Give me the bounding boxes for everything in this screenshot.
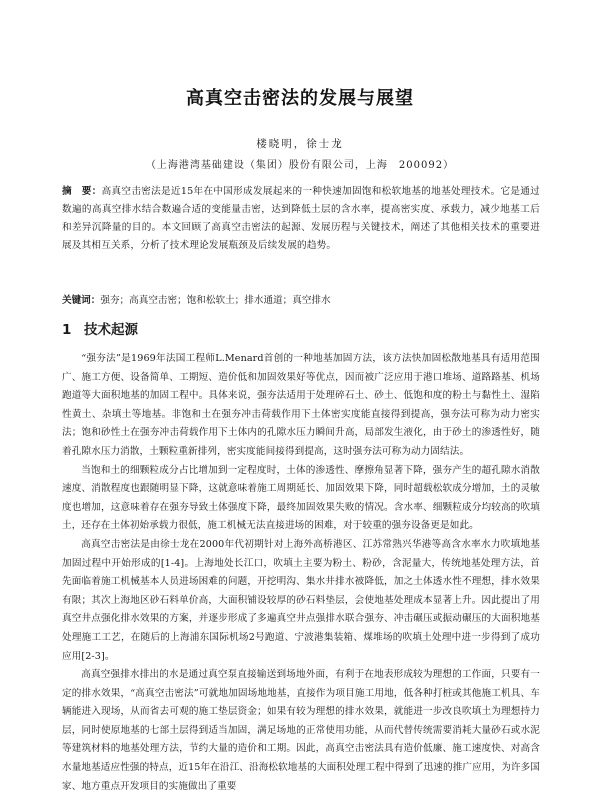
- body-text: [62, 350, 540, 796]
- section-heading: [62, 318, 540, 338]
- paper-authors: 楼晓明，徐士龙: [256, 138, 344, 150]
- section-title: 技术起源: [84, 322, 138, 338]
- paragraph: 当饱和土的细颗粒成分占比增加到一定程度时，土体的渗透性、摩擦角显著下降，强夯产生的超孔隙水消散速度、消散程度也跟随明显下降，这就意味着施工周期延长、加固效果下降，同时超载松软成分增加，土的灵敏度也增加，这意味着存在强夯导致土体强度下降，最终加固效果失败的情况。含水率、细颗粒成分均较高的吹填土，还存在土体初始承载力很低，施工机械无法直接进场的困难，对于较重的强夯设备更是如此。: [62, 464, 540, 532]
- paragraph: “强夯法”是1969年法国工程师L.Menard首创的一种地基加固方法，该方法快加固松散地基具有适用范围广、施工方便、设备简单、工期短、造价低和加固效果好等优点，因而被广泛应用于港口堆场、道路路基、机场跑道等大面积地基的加固工程中。具体来说，强夯法适用于处理碎石土、砂土、低饱和度的粉土与黏性土、湿陷性黄土、杂填土等地基。非饱和土在强夯冲击荷载作用下土体密实度能直接得到提高，强夯法可称为动力密实法；饱和砂性土在强夯冲击荷载作用下土体内的孔隙水压力瞬间升高，局部发生液化，由于砂土的渗透性好，随着孔隙水压力消散，土颗粒重新排列，密实度能间接得到提高，这时强夯法可称为动力固结法。: [62, 353, 540, 457]
- abstract-text: 高真空击密法是近15年在中国形成发展起来的一种快速加固饱和松软地基的地基处理技术。它是通过数遍的高真空排水结合数遍合适的变能量击密，达到降低土层的含水率，提高密实度、承载力，减少地基工后和差异沉降量的目的。本文回顾了高真空击密法的起源、发展历程与关键技术，阐述了其他相关技术的重要进展及其相互关系，分析了技术理论发展瓶颈及后续发展的趋势。: [62, 186, 540, 251]
- keywords: [62, 292, 540, 310]
- abstract: [62, 183, 540, 255]
- keywords-text: 强夯；高真空击密；饱和松软土；排水通道；真空排水: [100, 295, 331, 306]
- section-number: 1: [62, 322, 72, 338]
- paragraph: 高真空强排水排出的水是通过真空泵直接输送到场地外面，有利于在地表形成较为理想的工作面，只要有一定的排水效果，“高真空击密法”可就地加固场地地基，直接作为项目施工用地，低各种打桩或其他施工机具、车辆能进入现场，从而省去可观的施工垫层资金；如果有较为理想的排水效果，就能进一步改良吹填土为理想持力层，同时使原地基的七部土层得到适当加固，满足场地的正常使用功能，从而代替传统需要消耗大量砂石或水泥等建筑材料的地基处理方法，节约大量的造价和工期。因此，高真空击密法具有造价低廉、施工速度快、对高含水量地基适应性强的特点，近15年在沿江、沿海松软地基的大面积处理工程中得到了迅速的推广应用，为许多国家、地方重点开发项目的实施做出了重要: [62, 669, 540, 792]
- keywords-label: 关键词：: [62, 295, 101, 306]
- paper-title: 高真空击密法的发展与展望: [186, 88, 414, 109]
- paragraph: 高真空击密法是由徐士龙在2000年代初期针对上海外高桥港区、江苏常熟兴华港等高含水率水力吹填地基加固过程中开始形成的[1-4]。上海地处长江口，吹填土主要为粉土、粉砂，含泥量大，传统地基处理方法，首先面临着施工机械基本人员进场困难的问题，开挖明沟、集水井排水被降低，加之土体透水性不理想，排水效果有限；其次上海地区砂石料单价高，大面积铺设较厚的砂石料垫层，会使地基处理成本显著上升。因此提出了用真空井点强化排水效果的方案，并逐步形成了多遍真空井点强排水联合强夯、冲击碾压或振动碾压的大面积地基处理施工工艺，在随后的上海浦东国际机场2号跑道、宁波港集装箱、煤堆场的吹填土处理中进一步得到了成功应用[2-3]。: [62, 538, 540, 662]
- abstract-label: 摘 要：: [62, 186, 102, 197]
- paper-affiliation: （上海港湾基础建设（集团）股份有限公司，上海 200092）: [145, 160, 455, 171]
